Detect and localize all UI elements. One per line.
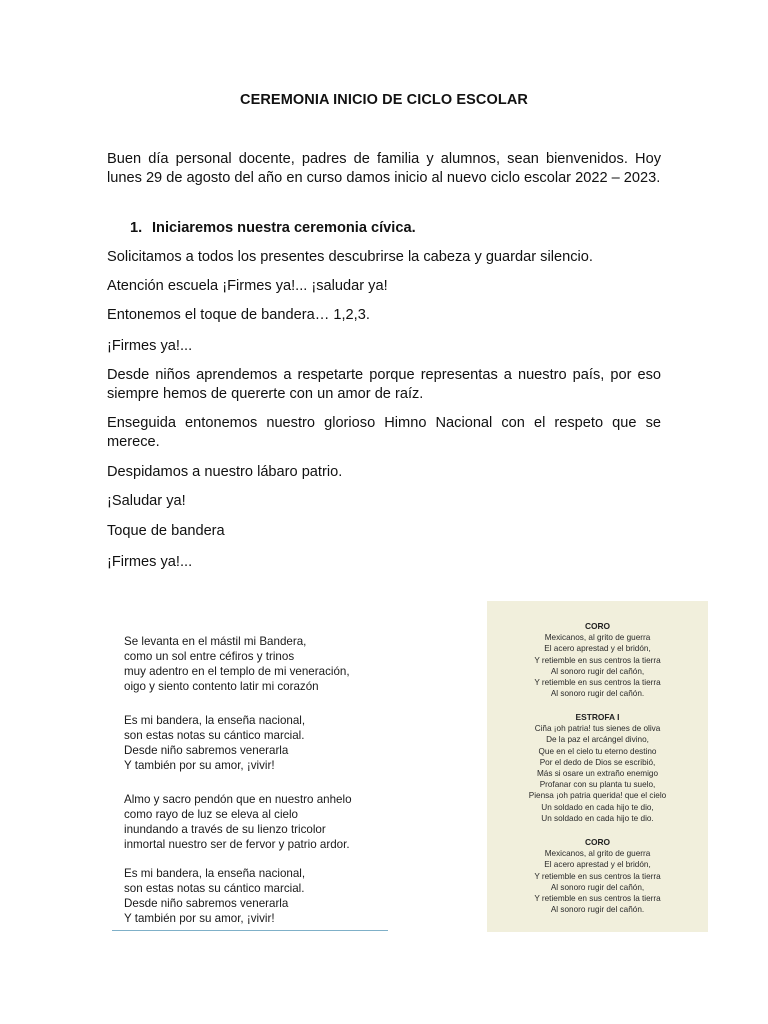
anthem-line: Piensa ¡oh patria querida! que el cielo: [528, 791, 667, 801]
ceremony-line: Atención escuela ¡Firmes ya!... ¡saludar ya!: [107, 278, 388, 294]
ceremony-line: Despidamos a nuestro lábaro patrio.: [107, 464, 343, 480]
poem-stanza: [124, 792, 352, 852]
intro-paragraph: Buen día personal docente, padres de familia y alumnos, sean bienvenidos. Hoy lunes 29 de agosto del año en curso damos inicio al nuevo ciclo escolar 2022 – 2023.: [107, 151, 661, 186]
ceremony-paragraph: Enseguida entonemos nuestro glorioso Himno Nacional con el respeto que se merece.: [107, 415, 661, 450]
ceremony-line: Solicitamos a todos los presentes descubrirse la cabeza y guardar silencio.: [107, 249, 593, 265]
poem-line: como un sol entre céfiros y trinos: [124, 650, 295, 663]
anthem-line: Al sonoro rugir del cañón.: [550, 905, 645, 915]
ceremony-paragraph: Desde niños aprendemos a respetarte porque representas a nuestro país, por eso siempre hemos de quererte con un amor de raíz.: [107, 367, 661, 402]
anthem-line: El acero aprestad y el bridón,: [544, 644, 651, 654]
anthem-image: [487, 601, 708, 932]
poem-line: muy adentro en el templo de mi veneración,: [124, 665, 350, 678]
ceremony-line: ¡Saludar ya!: [107, 493, 186, 509]
ceremony-line: ¡Firmes ya!...: [107, 338, 193, 354]
anthem-line: De la paz el arcángel divino,: [546, 735, 649, 745]
anthem-line: Por el dedo de Dios se escribió,: [539, 757, 656, 767]
anthem-heading: ESTROFA I: [575, 712, 620, 722]
anthem-line: Profanar con su planta tu suelo,: [539, 780, 656, 790]
anthem-line: Ciña ¡oh patria! tus sienes de oliva: [534, 724, 661, 734]
ceremony-line: Toque de bandera: [107, 523, 225, 539]
document-title: CEREMONIA INICIO DE CICLO ESCOLAR: [240, 92, 528, 108]
poem-image: [112, 628, 388, 932]
poem-stanza: [124, 634, 350, 694]
anthem-line: Al sonoro rugir del cañón,: [550, 882, 645, 892]
anthem-line: Más si osare un extraño enemigo: [536, 769, 659, 779]
poem-line: Desde niño sabremos venerarla: [124, 897, 289, 910]
anthem-line: Al sonoro rugir del cañón.: [550, 689, 645, 699]
poem-stanza: [124, 713, 305, 773]
section-number: 1.: [130, 220, 143, 236]
poem-line: son estas notas su cántico marcial.: [124, 729, 305, 742]
anthem-line: Y retiemble en sus centros la tierra: [534, 678, 661, 688]
anthem-section: [487, 837, 708, 915]
anthem-line: Un soldado en cada hijo te dio,: [541, 802, 654, 812]
poem-stanza: [124, 866, 305, 926]
poem-underline: [112, 930, 388, 931]
poem-line: inundando a través de su lienzo tricolor: [124, 823, 326, 836]
anthem-line: Y retiemble en sus centros la tierra: [534, 894, 661, 904]
poem-line: Y también por su amor, ¡vivir!: [124, 759, 275, 772]
anthem-section: [487, 712, 708, 824]
anthem-line: Que en el cielo tu eterno destino: [538, 746, 657, 756]
anthem-heading: CORO: [584, 621, 611, 631]
ceremony-line: Entonemos el toque de bandera… 1,2,3.: [107, 307, 370, 323]
poem-line: Y también por su amor, ¡vivir!: [124, 912, 275, 925]
poem-line: Es mi bandera, la enseña nacional,: [124, 867, 306, 880]
section-heading: [130, 219, 416, 238]
anthem-section: [487, 621, 708, 699]
anthem-line: El acero aprestad y el bridón,: [544, 860, 651, 870]
anthem-line: Mexicanos, al grito de guerra: [544, 849, 651, 859]
poem-line: como rayo de luz se eleva al cielo: [124, 808, 298, 821]
anthem-heading: CORO: [584, 837, 611, 847]
anthem-line: Al sonoro rugir del cañón,: [550, 666, 645, 676]
anthem-line: Mexicanos, al grito de guerra: [544, 633, 651, 643]
poem-line: Almo y sacro pendón que en nuestro anhelo: [124, 793, 352, 806]
poem-line: Es mi bandera, la enseña nacional,: [124, 714, 306, 727]
poem-line: oigo y siento contento latir mi corazón: [124, 680, 319, 693]
poem-line: Desde niño sabremos venerarla: [124, 744, 289, 757]
poem-line: son estas notas su cántico marcial.: [124, 882, 305, 895]
poem-line: Se levanta en el mástil mi Bandera,: [124, 635, 307, 648]
anthem-line: Y retiemble en sus centros la tierra: [534, 871, 661, 881]
anthem-line: Y retiemble en sus centros la tierra: [534, 655, 661, 665]
section-heading-text: Iniciaremos nuestra ceremonia cívica.: [152, 220, 416, 236]
anthem-line: Un soldado en cada hijo te dio.: [541, 813, 654, 823]
ceremony-line: ¡Firmes ya!...: [107, 554, 193, 570]
poem-line: inmortal nuestro ser de fervor y patrio ardor.: [124, 838, 350, 851]
